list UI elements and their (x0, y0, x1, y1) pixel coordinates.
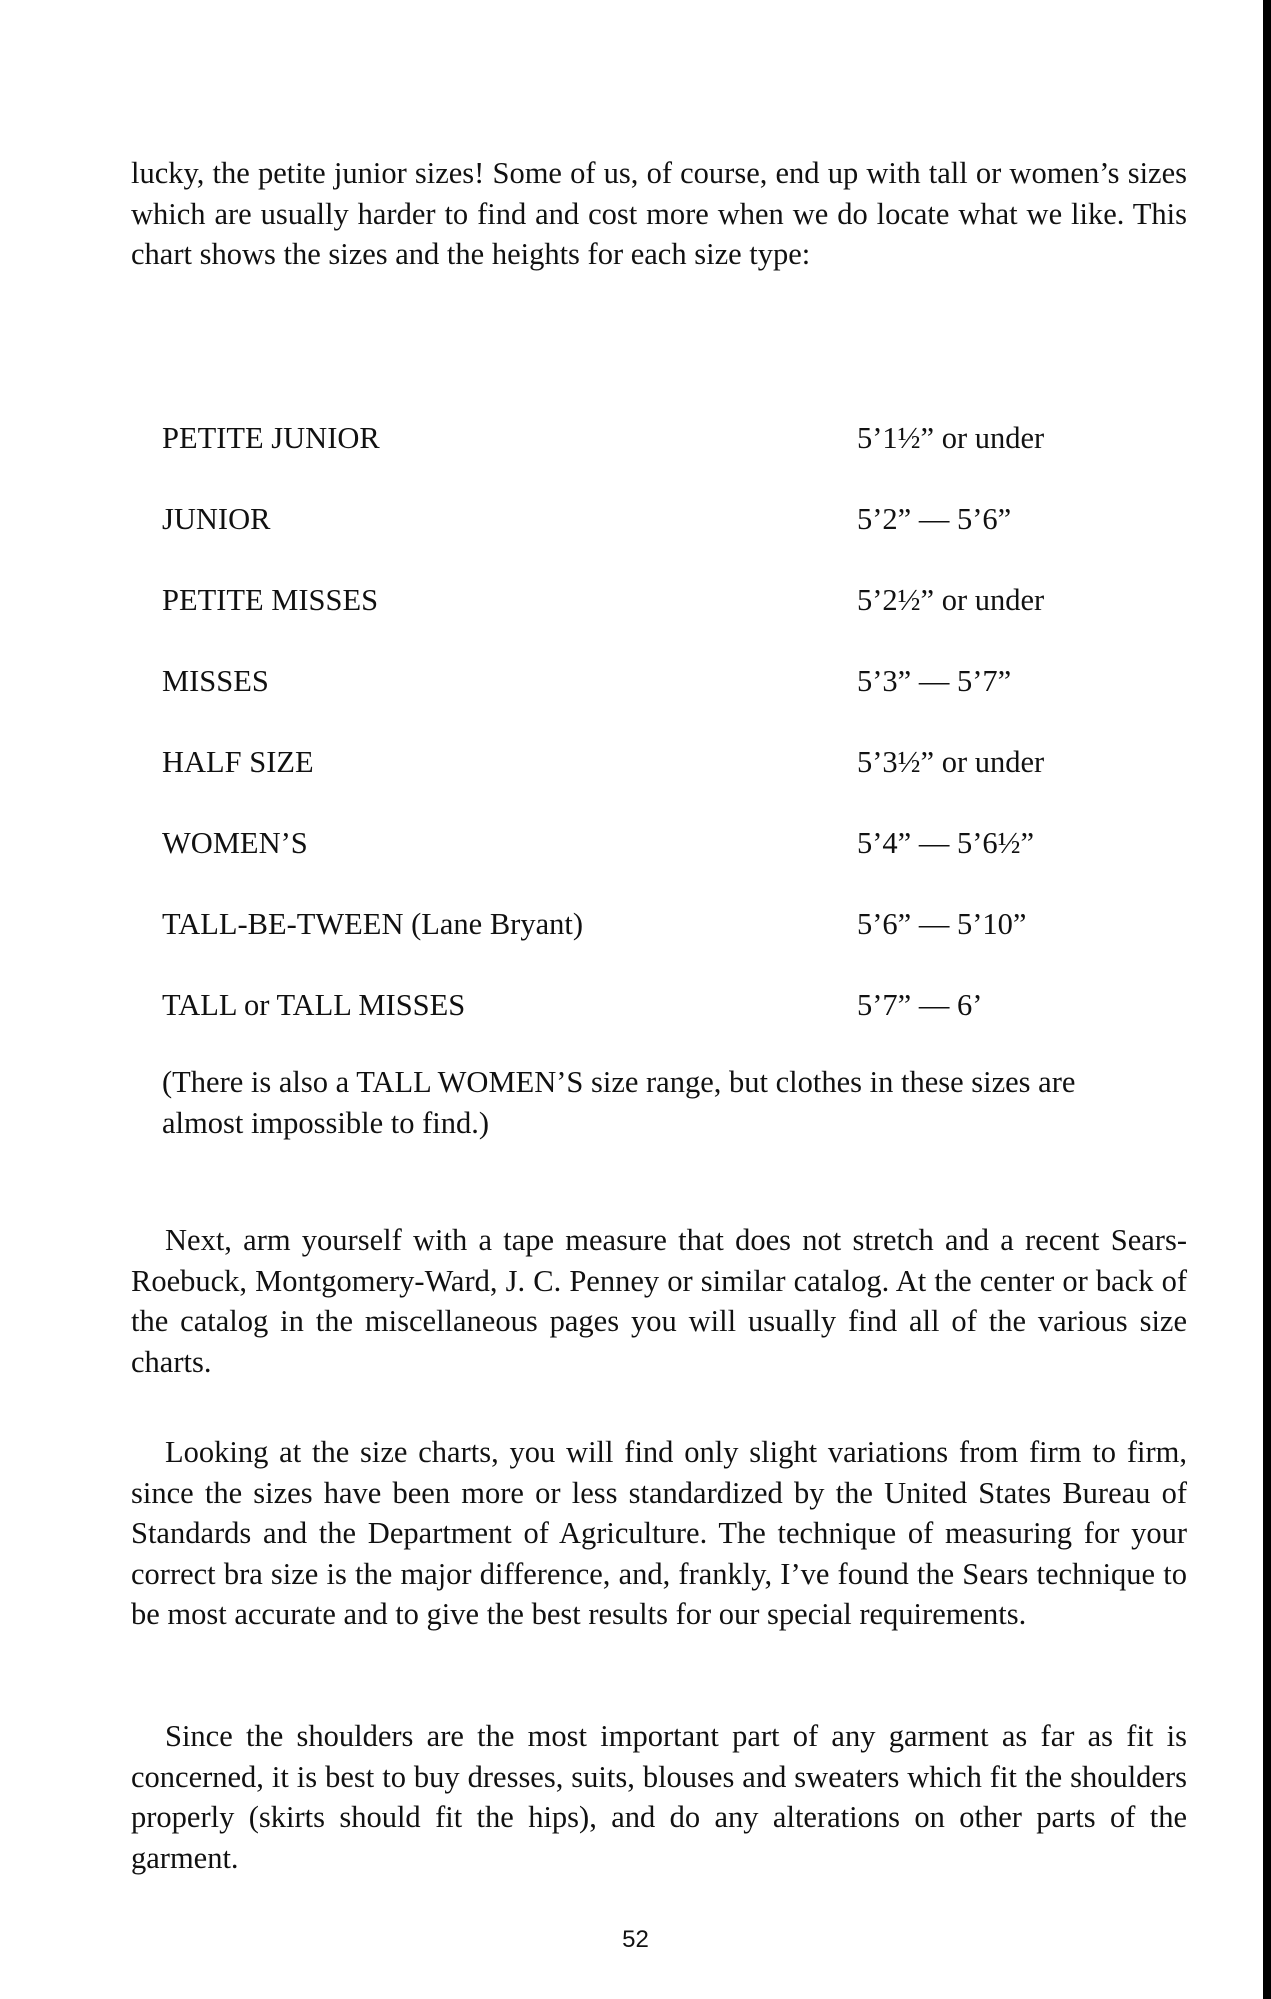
size-name: PETITE JUNIOR (162, 421, 380, 455)
size-name: JUNIOR (162, 502, 271, 536)
size-name: MISSES (162, 664, 269, 698)
size-row (162, 904, 1122, 985)
size-row (162, 823, 1122, 904)
size-chart (162, 418, 1122, 1066)
size-height: 5’6” — 5’10” (857, 907, 1027, 941)
size-height: 5’7” — 6’ (857, 988, 983, 1022)
size-row (162, 985, 1122, 1066)
size-height: 5’2½” or under (857, 583, 1045, 617)
intro-paragraph: lucky, the petite junior sizes! Some of us, of course, end up with tall or women’s sizes which are usually harder to find and cost more when we do locate what we like. This chart shows the sizes and the heights for each size type: (131, 156, 1187, 271)
size-height: 5’2” — 5’6” (857, 502, 1012, 536)
size-height: 5’3” — 5’7” (857, 664, 1012, 698)
size-row (162, 499, 1122, 580)
size-row (162, 418, 1122, 499)
size-name: TALL-BE-TWEEN (Lane Bryant) (162, 907, 583, 941)
page-edge-border (1263, 0, 1271, 1999)
size-height: 5’3½” or under (857, 745, 1045, 779)
body-paragraph-size-charts: Looking at the size charts, you will find only slight variations from firm to firm, since the sizes have been more or less standardized by the United States Bureau of Standards and the Department of Agriculture. The technique of measuring for your correct bra size is the major difference, and, frankly, I’ve found the Sears technique to be most accurate and to give the best results for our special requirements. (131, 1435, 1187, 1631)
size-row (162, 661, 1122, 742)
size-name: WOMEN’S (162, 826, 308, 860)
body-paragraph-shoulders: Since the shoulders are the most important part of any garment as far as fit is concerned, it is best to buy dresses, suits, blouses and sweaters which fit the shoulders properly (skirts should fit the hips), and do any alterations on other parts of the garment. (131, 1719, 1187, 1875)
page-number: 52 (622, 1926, 649, 1953)
body-paragraph-tape-measure: Next, arm yourself with a tape measure that does not stretch and a recent Sears-Roebuck, Montgomery-Ward, J. C. Penney or similar catalog. At the center or back of the catalog in the miscellaneous pages you will usually find all of the various size charts. (131, 1223, 1187, 1379)
size-name: TALL or TALL MISSES (162, 988, 466, 1022)
size-height: 5’1½” or under (857, 421, 1045, 455)
size-row (162, 742, 1122, 823)
size-name: PETITE MISSES (162, 583, 379, 617)
size-height: 5’4” — 5’6½” (857, 826, 1035, 860)
size-row (162, 580, 1122, 661)
size-name: HALF SIZE (162, 745, 314, 779)
size-chart-note: (There is also a TALL WOMEN’S size range, but clothes in these sizes are almost impossible to find.) (162, 1065, 1076, 1140)
